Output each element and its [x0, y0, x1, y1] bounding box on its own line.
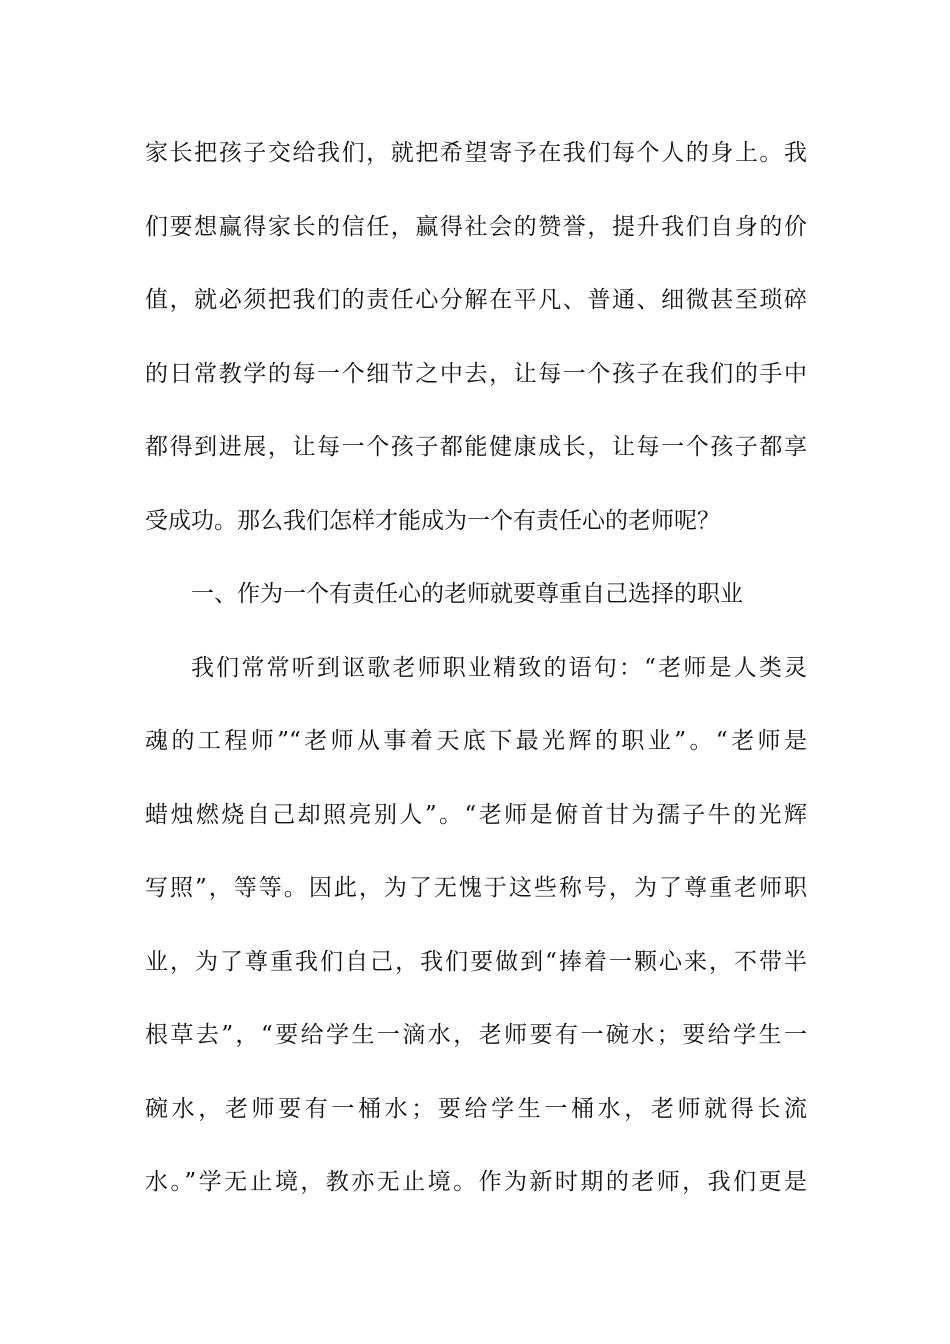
- paragraph-line-13: 根草去”，“要给学生一滴水，老师要有一碗水；要给学生一: [145, 1022, 807, 1048]
- paragraph-line-4: 的日常教学的每一个细节之中去，让每一个孩子在我们的手中: [145, 360, 807, 387]
- section-heading: 一、作为一个有责任心的老师就要尊重自己选择的职业: [191, 581, 743, 607]
- paragraph-line-5: 都得到进展，让每一个孩子都能健康成长，让每一个孩子都享: [145, 434, 807, 460]
- paragraph-line-8: 我们常常听到讴歌老师职业精致的语句：“老师是人类灵: [191, 654, 807, 681]
- paragraph-line-3: 值，就必须把我们的责任心分解在平凡、普通、细微甚至琐碎: [145, 287, 807, 313]
- document-body: [145, 128, 807, 1231]
- paragraph-line-15: 水。”学无止境，教亦无止境。作为新时期的老师，我们更是: [145, 1169, 807, 1195]
- paragraph-line-2: 们要想赢得家长的信任，赢得社会的赞誉，提升我们自身的价: [145, 213, 807, 240]
- paragraph-line-14: 碗水，老师要有一桶水；要给学生一桶水，老师就得长流: [145, 1095, 807, 1122]
- paragraph-line-6: 受成功。那么我们怎样才能成为一个有责任心的老师呢？: [145, 507, 720, 534]
- paragraph-line-9: 魂的工程师”“老师从事着天底下最光辉的职业”。“老师是: [145, 728, 807, 754]
- paragraph-line-12: 业，为了尊重我们自己，我们要做到“捧着一颗心来，不带半: [145, 948, 807, 975]
- paragraph-line-1: 家长把孩子交给我们，就把希望寄予在我们每个人的身上。我: [145, 140, 807, 166]
- paragraph-line-10: 蜡烛燃烧自己却照亮别人”。“老师是俯首甘为孺子牛的光辉: [145, 801, 807, 828]
- paragraph-line-11: 写照”，等等。因此，为了无愧于这些称号，为了尊重老师职: [145, 875, 807, 901]
